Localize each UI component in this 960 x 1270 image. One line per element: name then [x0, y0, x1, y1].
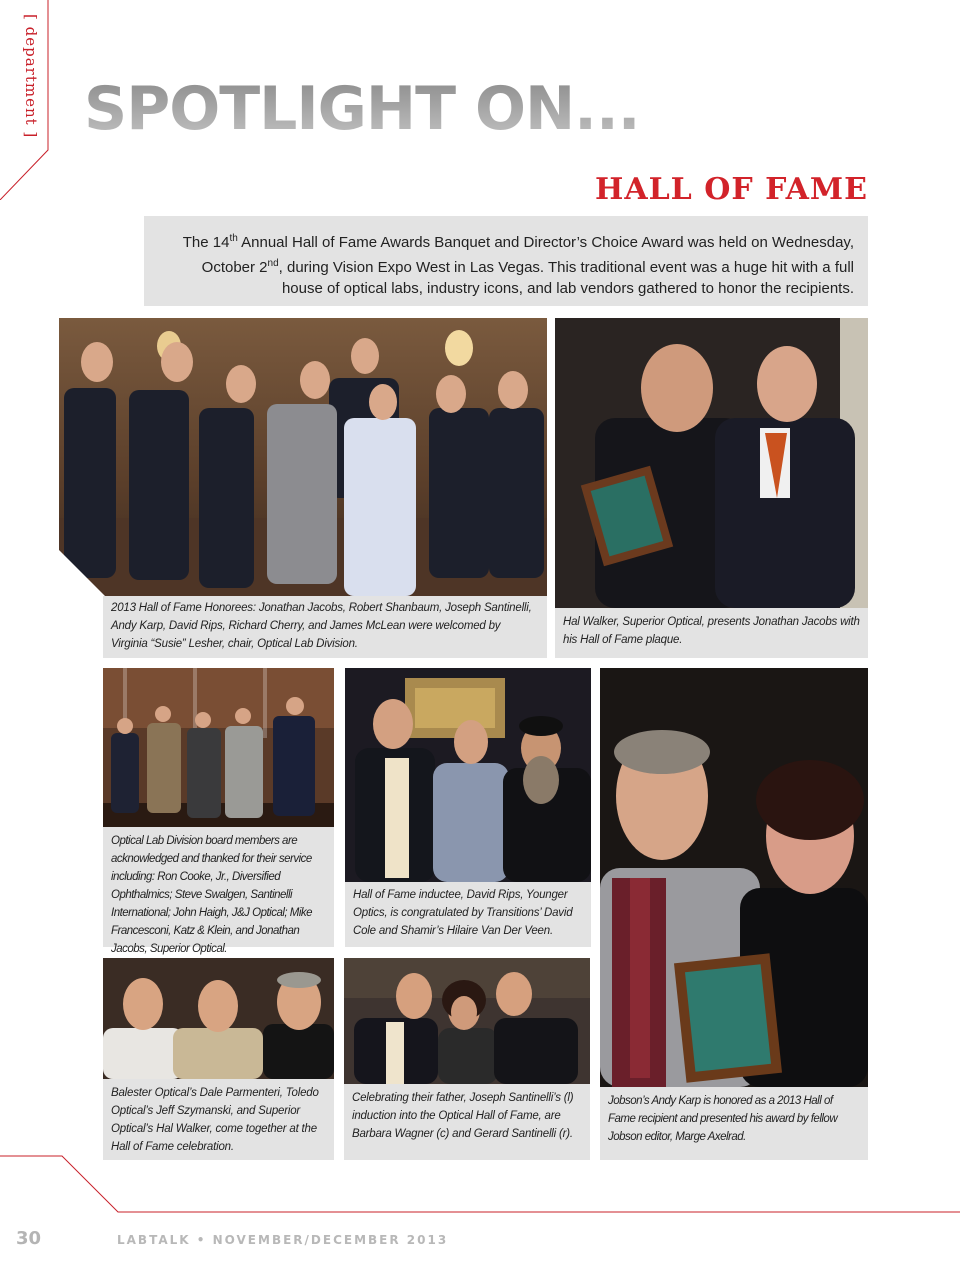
caption-box-honorees	[103, 596, 547, 658]
photo-santinelli-family	[344, 958, 590, 1084]
photo-honorees-group	[59, 318, 547, 596]
caption-board: Optical Lab Division board members are acknowledged and thanked for their service including: Ron Cooke, Jr., Diversified Ophthalmics; Steve Swalgen, Santinelli International; John Haigh, J&J Optical; Mike Francesconi, Katz & Klein, and Jonathan Jacobs, Superior Optical.	[111, 835, 313, 955]
photo-corner-cut	[59, 550, 109, 600]
caption-plaque: Hal Walker, Superior Optical, presents Jonathan Jacobs with his Hall of Fame plaque.	[563, 616, 860, 646]
caption-inductee: Hall of Fame inductee, David Rips, Younger Optics, is congratulated by Transitions’ David Cole and Shamir’s Hilaire Van Der Veen.	[353, 889, 573, 937]
photo-karp-award	[600, 668, 868, 1087]
photo-board-members	[103, 668, 334, 827]
caption-box-board	[103, 827, 334, 955]
photo-plaque-presentation	[555, 318, 868, 608]
intro-text: The 14th Annual Hall of Fame Awards Banquet and Director’s Choice Award was held on Wednesday, October 2nd, during Vision Expo West in Las Vegas. This traditional event was a huge hit with a full house of optical labs, industry icons, and lab vendors gathered to honor the recipients.	[182, 233, 854, 297]
intro-box	[144, 216, 868, 306]
caption-box-inductee	[345, 882, 591, 947]
publication-line: LABTALK • NOVEMBER/DECEMBER 2013	[117, 1233, 449, 1247]
department-tab-label: [ department ]	[22, 14, 40, 139]
caption-karp: Jobson’s Andy Karp is honored as a 2013 Hall of Fame recipient and presented his award by fellow Jobson editor, Marge Axelrad.	[608, 1095, 838, 1143]
section-title: HALL OF FAME	[594, 172, 868, 207]
photo-three-men	[103, 958, 334, 1079]
caption-box-plaque	[555, 608, 868, 658]
page-number: 30	[16, 1228, 42, 1249]
caption-three-men: Balester Optical’s Dale Parmenteri, Toledo Optical’s Jeff Szymanski, and Superior Optical’s Hal Walker, come together at the Hall of Fame celebration.	[111, 1087, 319, 1153]
caption-box-santinelli	[344, 1084, 590, 1160]
caption-box-three-men	[103, 1079, 334, 1160]
photo-inductee	[345, 668, 591, 882]
spotlight-heading: SPOTLIGHT ON...	[84, 74, 640, 144]
caption-honorees: 2013 Hall of Fame Honorees: Jonathan Jacobs, Robert Shanbaum, Joseph Santinelli, Andy Karp, David Rips, Richard Cherry, and James McLean were welcomed by Virginia “Susie” Lesher, chair, Optical Lab Division.	[111, 602, 532, 650]
caption-santinelli: Celebrating their father, Joseph Santinelli’s (l) induction into the Optical Hall of Fame, are Barbara Wagner (c) and Gerard Santinelli (r).	[352, 1092, 574, 1140]
